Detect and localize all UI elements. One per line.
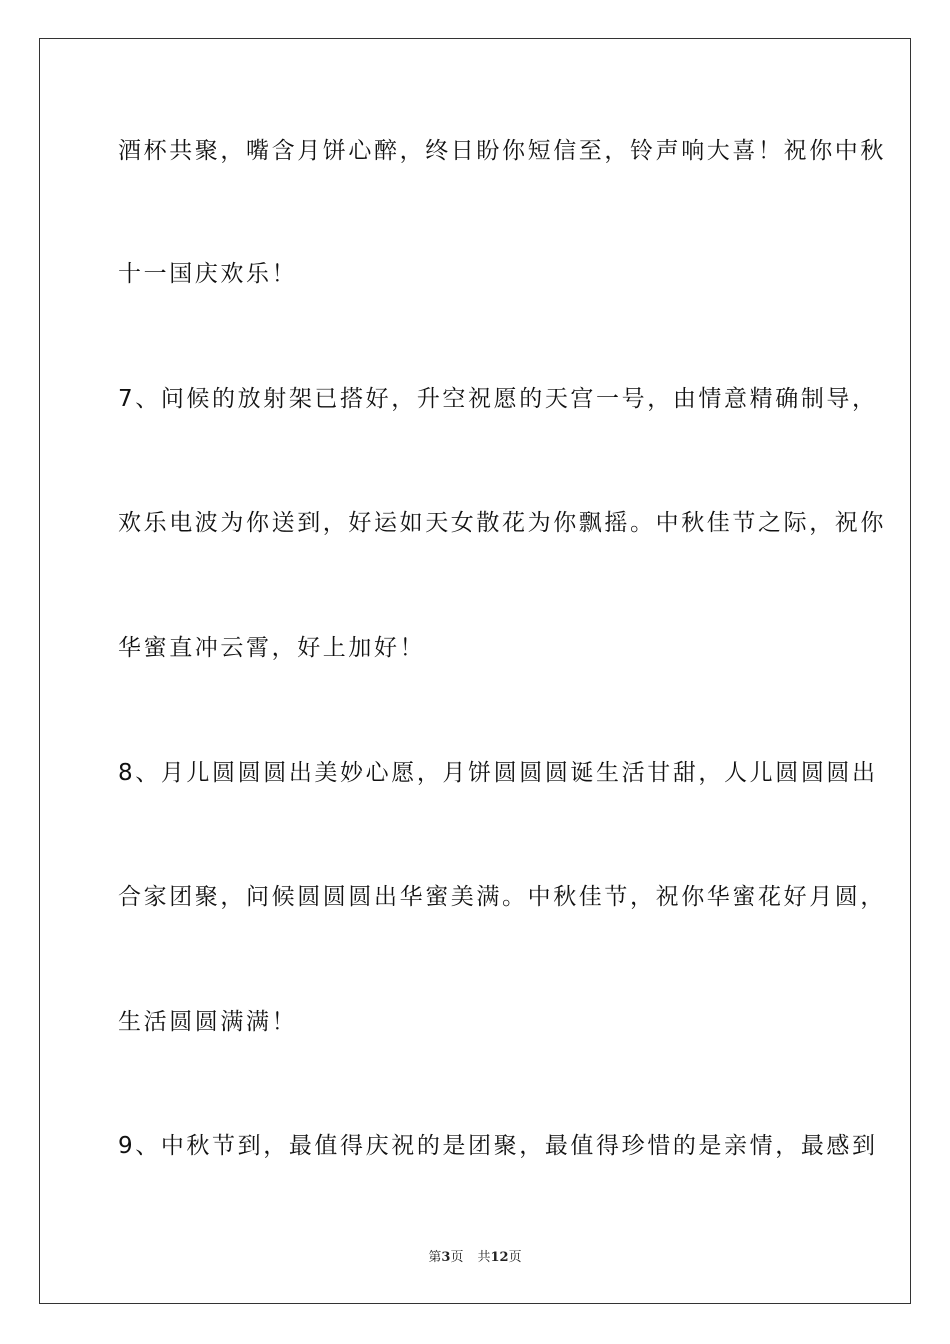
total-label-prefix: 共 [477, 1250, 491, 1265]
text-line-3: 7、问候的放射架已搭好，升空祝愿的天宫一号，由情意精确制导， [118, 386, 878, 412]
text-line-6: 8、月儿圆圆圆出美妙心愿，月饼圆圆圆诞生活甘甜，人儿圆圆圆出 [118, 760, 878, 786]
text-line-9: 9、中秋节到，最值得庆祝的是团聚，最值得珍惜的是亲情，最感到 [118, 1133, 878, 1159]
total-label-suffix: 页 [508, 1250, 522, 1265]
text-line-8: 生活圆圆满满！ [118, 1009, 298, 1035]
text-line-5: 华蜜直冲云霄，好上加好！ [118, 635, 426, 661]
page-footer [0, 1246, 950, 1265]
text-line-2: 十一国庆欢乐！ [118, 261, 298, 287]
current-page-number: 3 [441, 1250, 451, 1265]
page-label-suffix: 页 [450, 1250, 464, 1265]
page-label-prefix: 第 [428, 1250, 442, 1265]
text-line-4: 欢乐电波为你送到，好运如天女散花为你飘摇。中秋佳节之际，祝你 [118, 510, 886, 536]
total-page-count: 12 [490, 1250, 509, 1265]
text-line-7: 合家团聚，问候圆圆圆出华蜜美满。中秋佳节，祝你华蜜花好月圆， [118, 884, 886, 910]
text-line-1: 酒杯共聚，嘴含月饼心醉，终日盼你短信至，铃声响大喜！祝你中秋 [118, 138, 886, 164]
page-border [39, 38, 911, 1304]
